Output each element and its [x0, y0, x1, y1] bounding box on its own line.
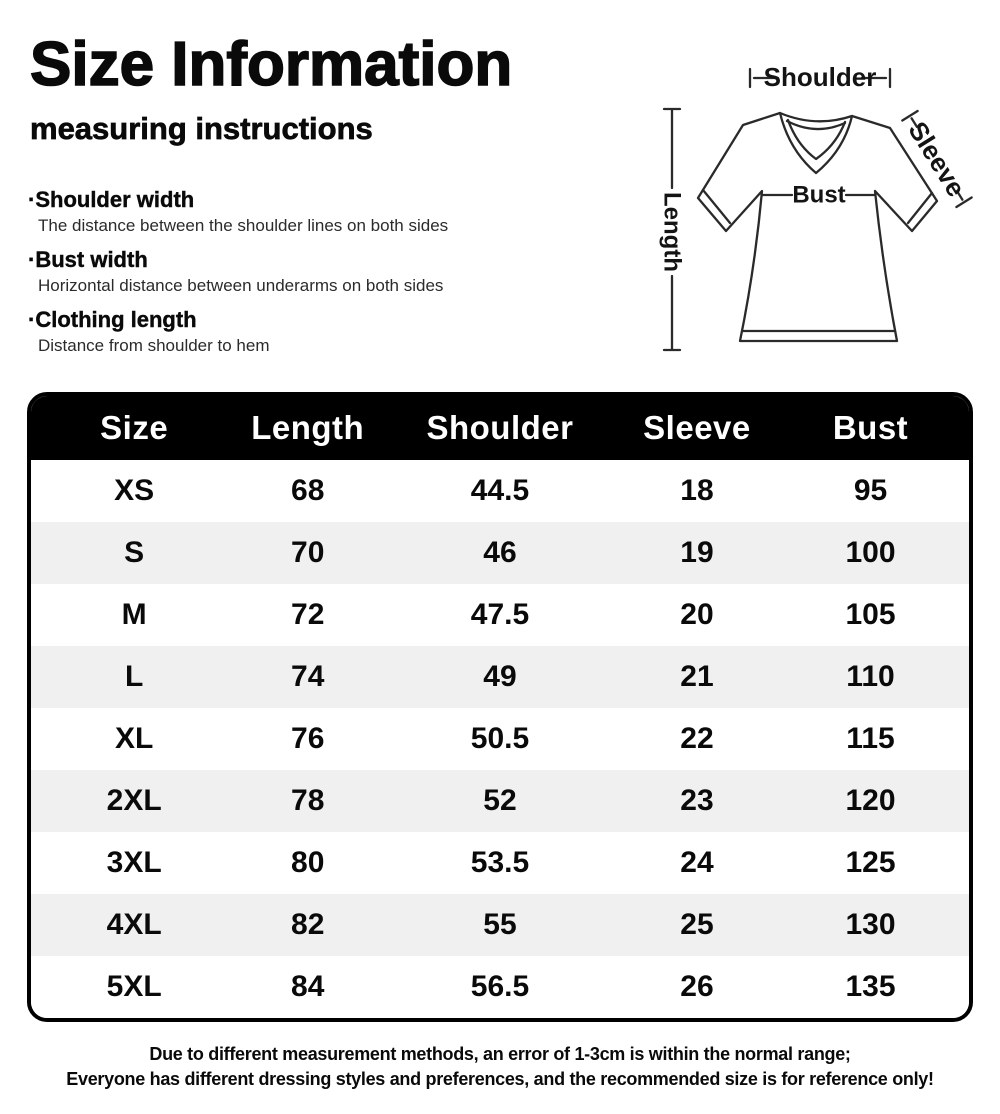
table-cell: 44.5: [470, 474, 530, 507]
size-table: [27, 392, 973, 1022]
table-row: [31, 956, 969, 1018]
table-row: [31, 460, 969, 522]
table-cell: 120: [845, 784, 896, 817]
table-cell: 3XL: [106, 846, 162, 879]
table-cell: 78: [291, 784, 325, 817]
table-cell: 84: [291, 970, 325, 1003]
footer-disclaimer: [0, 1042, 1000, 1092]
table-cell: 130: [845, 908, 896, 941]
instruction-shoulder-width: [28, 186, 608, 237]
table-cell: 105: [845, 598, 896, 631]
table-row: [31, 832, 969, 894]
size-table-header: [31, 396, 969, 460]
table-cell: 115: [846, 722, 895, 755]
instruction-term: ·Clothing length: [28, 307, 197, 332]
instruction-clothing-length: [28, 306, 608, 357]
table-cell: 25: [680, 908, 714, 941]
table-cell: 22: [680, 722, 714, 755]
table-cell: 18: [680, 474, 714, 507]
table-cell: M: [121, 598, 147, 631]
table-cell: 24: [680, 846, 714, 879]
sleeve-label: Sleeve: [902, 116, 972, 202]
instruction-description: The distance between the shoulder lines on both sides: [38, 216, 449, 235]
table-cell: 82: [291, 908, 325, 941]
table-row: [31, 522, 969, 584]
table-cell: 26: [680, 970, 714, 1003]
disclaimer-line-1: Due to different measurement methods, an error of 1-3cm is within the normal range;: [149, 1044, 851, 1064]
table-cell: 19: [680, 536, 714, 569]
table-cell: XS: [114, 474, 155, 507]
tshirt-measurement-diagram: [620, 28, 1000, 380]
table-cell: 20: [680, 598, 714, 631]
table-row: [31, 770, 969, 832]
disclaimer-line-2: Everyone has different dressing styles and preferences, and the recommended size is for reference only!: [66, 1069, 934, 1089]
table-cell: XL: [115, 722, 154, 755]
size-table-grid: [31, 396, 969, 1018]
table-cell: 52: [483, 784, 517, 817]
header-row: [31, 396, 969, 460]
table-cell: 72: [291, 598, 325, 631]
table-cell: 21: [680, 660, 714, 693]
table-row: [31, 708, 969, 770]
table-cell: 68: [291, 474, 325, 507]
table-cell: 50.5: [470, 722, 530, 755]
size-table-body: [31, 460, 969, 1018]
table-cell: 70: [291, 536, 325, 569]
table-row: [31, 894, 969, 956]
table-cell: 76: [291, 722, 325, 755]
bust-label: Bust: [792, 181, 846, 209]
column-header-bust: Bust: [832, 409, 909, 446]
column-header-length: Length: [251, 409, 365, 446]
table-cell: 46: [483, 536, 517, 569]
table-cell: 100: [845, 536, 896, 569]
table-cell: L: [125, 660, 144, 693]
table-cell: 47.5: [470, 598, 530, 631]
instruction-bust-width: [28, 246, 608, 297]
column-header-sleeve: Sleeve: [643, 409, 751, 446]
table-cell: 80: [291, 846, 325, 879]
table-cell: 49: [483, 660, 517, 693]
instruction-description: Horizontal distance between underarms on both sides: [38, 276, 444, 295]
instruction-term: ·Shoulder width: [28, 187, 195, 212]
table-cell: 135: [845, 970, 896, 1003]
instruction-description: Distance from shoulder to hem: [38, 336, 270, 355]
tshirt-diagram-svg: [620, 28, 1000, 380]
column-header-shoulder: Shoulder: [426, 409, 574, 446]
table-cell: 2XL: [106, 784, 162, 817]
table-cell: 53.5: [470, 846, 530, 879]
table-cell: 4XL: [106, 908, 162, 941]
tshirt-outline: [698, 113, 937, 341]
column-header-size: Size: [100, 409, 169, 446]
table-cell: 95: [853, 474, 888, 507]
table-cell: S: [124, 536, 145, 569]
shoulder-label: Shoulder: [763, 62, 877, 92]
table-cell: 56.5: [470, 970, 530, 1003]
table-row: [31, 584, 969, 646]
table-row: [31, 646, 969, 708]
page-title: Size Information: [30, 30, 513, 99]
table-cell: 55: [483, 908, 517, 941]
instruction-term: ·Bust width: [28, 247, 148, 272]
table-cell: 23: [680, 784, 714, 817]
table-cell: 74: [291, 660, 325, 693]
length-label: Length: [658, 192, 686, 272]
measuring-instructions: [28, 186, 608, 366]
page-subtitle: measuring instructions: [30, 111, 373, 147]
header: [30, 32, 512, 147]
table-cell: 125: [845, 846, 896, 879]
table-cell: 5XL: [106, 970, 162, 1003]
table-cell: 110: [846, 660, 895, 693]
